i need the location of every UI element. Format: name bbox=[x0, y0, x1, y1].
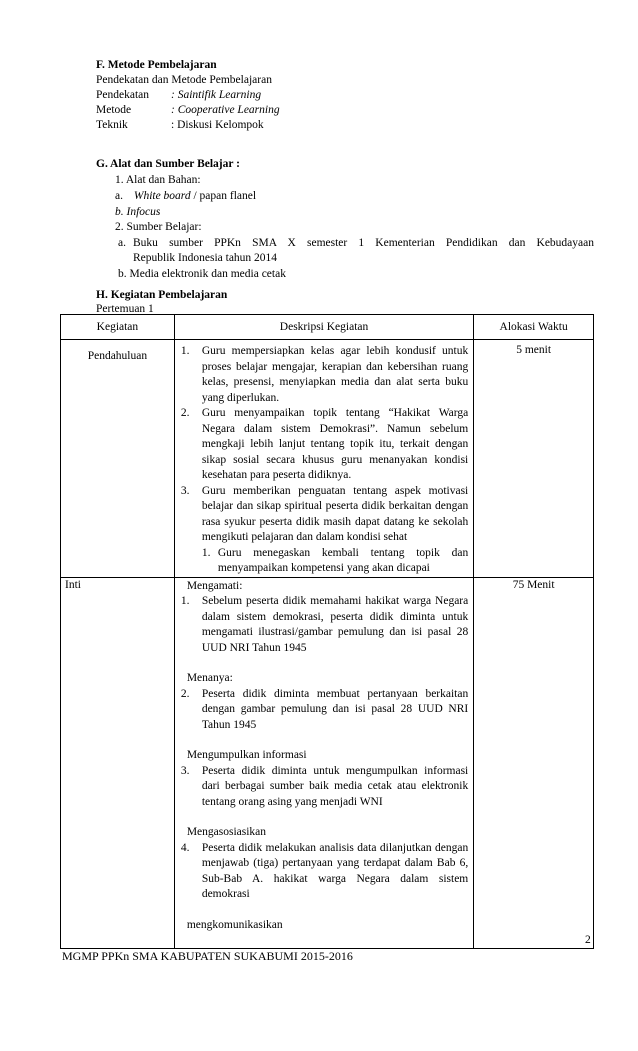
section-g-title: G. Alat dan Sumber Belajar : bbox=[96, 158, 240, 170]
alat-item-a bbox=[115, 189, 256, 204]
group-heading: Menanya: bbox=[186, 672, 233, 684]
list-item: 1. Guru mempersiapkan kelas agar lebih kondusif untuk proses belajar mengajar, kerapian dan kebersihan ruang kelas, presensi, menyiapkan media dan alat serta buku yang diperlukan. bbox=[180, 345, 469, 404]
table-header-row bbox=[61, 315, 594, 340]
header-alokasi: Alokasi Waktu bbox=[474, 315, 594, 340]
page-number: 2 bbox=[585, 934, 591, 946]
group-heading: Mengamati: bbox=[186, 579, 243, 592]
sumber-a-line2: Republik Indonesia tahun 2014 bbox=[133, 252, 278, 264]
pendekatan-label: Pendekatan bbox=[96, 89, 150, 101]
list-item: 3. Peserta didik diminta untuk mengumpulkan informasi dari berbagai sumber baik media cetak atau elektronik tentang orang asing yang menjadi WNI bbox=[180, 764, 469, 808]
list-item: 2. Peserta didik diminta membuat pertanyaan berkaitan dengan gambar pemulung dan isi pasal 28 UUD NRI Tahun 1945 bbox=[180, 687, 469, 731]
group-heading: mengkomunikasikan bbox=[186, 918, 283, 931]
kegiatan-pendahuluan: Pendahuluan bbox=[87, 350, 148, 362]
list-subitem: 1. Guru menegaskan kembali tentang topik dan menyampaikan kompetensi yang akan dicapai bbox=[201, 546, 469, 574]
sumber-a-line1: Buku sumber PPKn SMA X semester 1 Kementerian Pendidikan dan Kebudayaan bbox=[133, 237, 594, 249]
list-item: 1. Sebelum peserta didik memahami hakikat warga Negara dalam sistem demokrasi, peserta didik diminta untuk mengamati ilustrasi/gambar pemulung dan isi pasal 28 UUD NRI Tahun 1945 bbox=[180, 595, 469, 654]
sumber-title: 2. Sumber Belajar: bbox=[115, 221, 202, 233]
section-f-subtitle: Pendekatan dan Metode Pembelajaran bbox=[96, 74, 272, 86]
metode-value: : Cooperative Learning bbox=[171, 104, 280, 116]
group-heading: Mengumpulkan informasi bbox=[186, 749, 307, 761]
header-deskripsi: Deskripsi Kegiatan bbox=[174, 315, 473, 340]
group-heading: Mengasosiasikan bbox=[186, 826, 267, 838]
section-h-title: H. Kegiatan Pembelajaran bbox=[96, 289, 228, 301]
pendekatan-value: : Saintifik Learning bbox=[171, 89, 262, 101]
table-row-inti bbox=[61, 577, 594, 948]
list-item: 3. Guru memberikan penguatan tentang aspek motivasi belajar dan sikap spiritual peserta didik berkaitan dengan rasa syukur peserta didik masih dapat datang ke sekolah mengikuti pelajaran dan dalam kondisi sehat bbox=[180, 484, 469, 543]
table-row-pendahuluan bbox=[61, 340, 594, 578]
waktu-pendahuluan: 5 menit bbox=[516, 344, 552, 356]
kegiatan-inti: Inti bbox=[65, 578, 81, 591]
alat-title: 1. Alat dan Bahan: bbox=[115, 174, 201, 186]
alat-a-marker: a. bbox=[115, 190, 123, 202]
pertemuan-label: Pertemuan 1 bbox=[96, 303, 154, 315]
sumber-b: b. Media elektronik dan media cetak bbox=[118, 268, 286, 280]
list-item: 4. Peserta didik melakukan analisis data dilanjutkan dengan menjawab (tiga) pertanyaan yang terdapat dalam Bab 6, Sub-Bab A. hakikat warga Negara dalam sistem demokrasi bbox=[180, 841, 469, 900]
teknik-label: Teknik bbox=[96, 119, 128, 131]
alat-a-rest: / papan flanel bbox=[190, 190, 257, 202]
alat-a-italic: White board bbox=[133, 190, 191, 202]
alat-item-b: b. Infocus bbox=[115, 206, 161, 218]
teknik-value: : Diskusi Kelompok bbox=[171, 119, 264, 131]
pendahuluan-description bbox=[175, 340, 473, 577]
metode-label: Metode bbox=[96, 104, 132, 116]
inti-description bbox=[175, 578, 473, 934]
footer-text: MGMP PPKn SMA KABUPATEN SUKABUMI 2015-2016 bbox=[62, 949, 353, 963]
header-kegiatan: Kegiatan bbox=[61, 315, 175, 340]
section-f-title: F. Metode Pembelajaran bbox=[96, 59, 217, 71]
list-item: 2. Guru menyampaikan topik tentang “Hakikat Warga Negara dalam sistem Demokrasi”. Namun sebelum mengkaji lebih lanjut tentang topik itu, terkait dengan sikap sosial secara khusus guru menanyakan kondisi kesehatan para peserta didiknya. bbox=[180, 407, 469, 481]
kegiatan-table bbox=[60, 314, 594, 949]
waktu-inti: 75 Menit bbox=[512, 578, 555, 591]
sumber-a-marker: a. bbox=[118, 237, 126, 249]
